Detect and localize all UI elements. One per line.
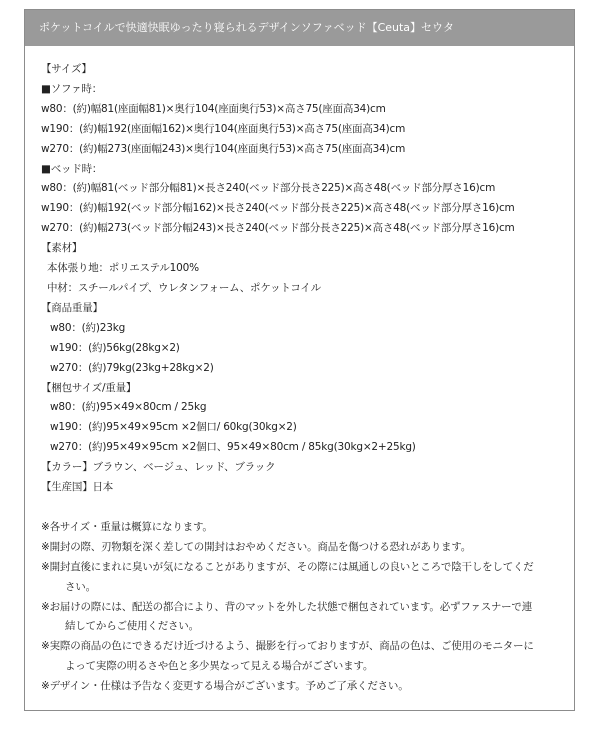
note-item [41,518,574,538]
spec-panel [24,9,575,711]
bed-size-w80: w80：(約)幅81(ベッド部分幅81)×長さ240(ベッド部分長さ225)×高さ48(ベッド部分厚さ16)cm [41,182,496,195]
note-item [41,677,574,697]
sofa-size-w270: w270：(約)幅273(座面幅243)×奥行104(座面奥行53)×高さ75(座面高34)cm [41,142,406,155]
color-line: 【カラー】ブラウン、ベージュ、レッド、ブラック [41,461,276,474]
sofa-header: ■ソファ時： [41,82,103,95]
note-item [41,558,574,598]
weight-w270: w270：(約)79kg(23kg+28kg×2) [50,361,214,374]
sofa-size-w190: w190：(約)幅192(座面幅162)×奥行104(座面奥行53)×高さ75(座面高34)cm [41,122,406,135]
section-spacer [41,498,574,518]
spec-body [25,46,574,697]
note-text: ※お届けの際には、配送の都合により、背のマットを外した状態で梱包されています。必ずファスナーで連 [41,600,533,613]
note-text-continued: 結してからご使用ください。 [65,620,199,633]
weight-w80: w80：(約)23kg [50,321,126,334]
material-header: 【素材】 [41,242,83,255]
weight-w190: w190：(約)56kg(28kg×2) [50,341,180,354]
note-text-continued: よって実際の明るさや色と多少異なって見える場合がございます。 [65,660,374,673]
weight-header: 【商品重量】 [41,301,103,314]
bed-size-w270: w270：(約)幅273(ベッド部分幅243)×長さ240(ベッド部分長さ225)×高さ48(ベッド部分厚さ16)cm [41,222,515,235]
note-text: ※開封の際、刃物類を深く差しての開封はおやめください。商品を傷つける恐れがあります。 [41,540,472,553]
material-upholstery: 本体張り地：ポリエステル100% [47,262,199,275]
bed-header: ■ベッド時： [41,162,103,175]
note-text: ※デザイン・仕様は予告なく変更する場合がございます。予めご了承ください。 [41,680,409,693]
size-header: 【サイズ】 [41,63,92,75]
material-filling: 中材：スチールパイプ、ウレタンフォーム、ポケットコイル [47,281,321,294]
origin-line: 【生産国】日本 [41,481,114,494]
note-text: ※実際の商品の色にできるだけ近づけるよう、撮影を行っておりますが、商品の色は、ご使用のモニターに [41,640,534,653]
note-item [41,598,574,638]
note-item [41,538,574,558]
note-item [41,637,574,677]
package-header: 【梱包サイズ/重量】 [41,381,137,394]
note-text: ※開封直後にまれに臭いが気になることがありますが、その際には風通しの良いところで陰干しをしてくだ [41,560,534,573]
package-w190: w190：(約)95×49×95cm ×2個口/ 60kg(30kg×2) [50,421,297,434]
bed-size-w190: w190：(約)幅192(ベッド部分幅162)×長さ240(ベッド部分長さ225)×高さ48(ベッド部分厚さ16)cm [41,202,515,215]
note-text-continued: さい。 [65,580,96,593]
package-w270: w270：(約)95×49×95cm ×2個口、95×49×80cm / 85kg(30kg×2+25kg) [50,441,416,454]
sofa-size-w80: w80：(約)幅81(座面幅81)×奥行104(座面奥行53)×高さ75(座面高34)cm [41,102,386,115]
note-text: ※各サイズ・重量は概算になります。 [41,520,213,533]
page-title: ポケットコイルで快適快眠ゆったり寝られるデザインソファベッド【Ceuta】セウタ [25,10,574,46]
package-w80: w80：(約)95×49×80cm / 25kg [50,401,207,414]
